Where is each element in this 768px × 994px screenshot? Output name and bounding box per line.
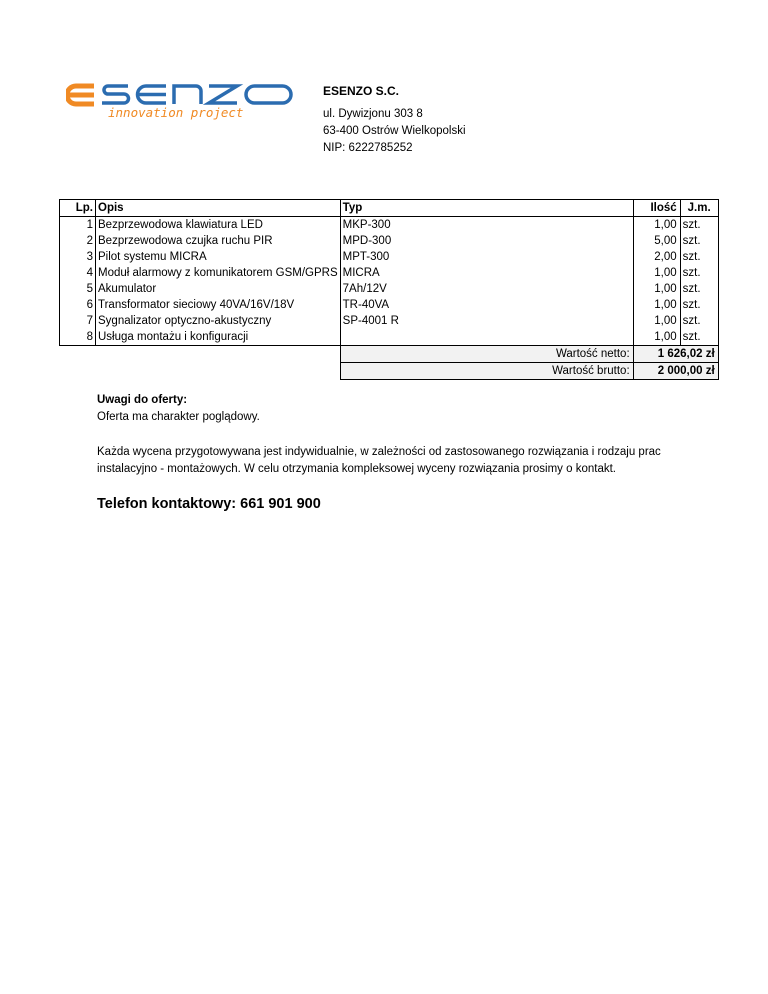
header-qty: Ilość bbox=[633, 200, 680, 217]
table-row bbox=[60, 217, 719, 234]
row-opis: Moduł alarmowy z komunikatorem GSM/GPRS bbox=[96, 265, 341, 281]
row-typ: 7Ah/12V bbox=[340, 281, 633, 297]
row-opis: Usługa montażu i konfiguracji bbox=[96, 329, 341, 346]
row-typ: MPD-300 bbox=[340, 233, 633, 249]
net-total-value: 1 626,02 zł bbox=[633, 346, 718, 363]
company-city: 63-400 Ostrów Wielkopolski bbox=[323, 125, 466, 137]
notes-body: Każda wycena przygotowywana jest indywidualnie, w zależności od zastosowanego rozwiązania i rodzaju prac instalacyjno - montażowych. W celu otrzymania kompleksowej wyceny rozwiązania prosimy o kontakt. bbox=[97, 446, 661, 475]
row-opis: Bezprzewodowa czujka ruchu PIR bbox=[96, 233, 341, 249]
notes-title: Uwagi do oferty: bbox=[97, 394, 188, 406]
row-qty: 1,00 bbox=[633, 313, 680, 329]
row-unit: szt. bbox=[680, 233, 718, 249]
row-unit: szt. bbox=[680, 249, 718, 265]
gross-total-label: Wartość brutto: bbox=[340, 363, 633, 380]
row-lp: 6 bbox=[60, 297, 96, 313]
table-row bbox=[60, 265, 719, 281]
row-lp: 7 bbox=[60, 313, 96, 329]
row-unit: szt. bbox=[680, 313, 718, 329]
row-opis: Pilot systemu MICRA bbox=[96, 249, 341, 265]
row-typ bbox=[340, 329, 633, 346]
header-unit: J.m. bbox=[680, 200, 718, 217]
row-unit: szt. bbox=[680, 217, 718, 234]
table-row bbox=[60, 313, 719, 329]
row-unit: szt. bbox=[680, 265, 718, 281]
net-total-label: Wartość netto: bbox=[340, 346, 633, 363]
row-opis: Akumulator bbox=[96, 281, 341, 297]
row-typ: MKP-300 bbox=[340, 217, 633, 234]
row-lp: 3 bbox=[60, 249, 96, 265]
row-typ: TR-40VA bbox=[340, 297, 633, 313]
net-total-row bbox=[60, 346, 719, 363]
row-typ: SP-4001 R bbox=[340, 313, 633, 329]
row-qty: 1,00 bbox=[633, 329, 680, 346]
table-row bbox=[60, 233, 719, 249]
header-lp: Lp. bbox=[60, 200, 96, 217]
notes-line: Oferta ma charakter poglądowy. bbox=[97, 411, 260, 423]
row-qty: 1,00 bbox=[633, 217, 680, 234]
row-qty: 1,00 bbox=[633, 297, 680, 313]
table-header-row bbox=[60, 200, 719, 217]
gross-total-row bbox=[60, 363, 719, 380]
table-row bbox=[60, 329, 719, 346]
row-opis: Transformator sieciowy 40VA/16V/18V bbox=[96, 297, 341, 313]
row-qty: 5,00 bbox=[633, 233, 680, 249]
header-opis: Opis bbox=[96, 200, 341, 217]
row-opis: Sygnalizator optyczno-akustyczny bbox=[96, 313, 341, 329]
offer-table bbox=[59, 199, 719, 380]
row-lp: 5 bbox=[60, 281, 96, 297]
row-qty: 2,00 bbox=[633, 249, 680, 265]
row-opis: Bezprzewodowa klawiatura LED bbox=[96, 217, 341, 234]
esenzo-logo bbox=[66, 80, 298, 120]
row-lp: 4 bbox=[60, 265, 96, 281]
row-lp: 8 bbox=[60, 329, 96, 346]
table-row bbox=[60, 249, 719, 265]
contact-phone: Telefon kontaktowy: 661 901 900 bbox=[97, 496, 321, 512]
company-info bbox=[323, 83, 466, 157]
gross-total-value: 2 000,00 zł bbox=[633, 363, 718, 380]
row-qty: 1,00 bbox=[633, 281, 680, 297]
row-qty: 1,00 bbox=[633, 265, 680, 281]
table-row bbox=[60, 281, 719, 297]
header-typ: Typ bbox=[340, 200, 633, 217]
row-unit: szt. bbox=[680, 281, 718, 297]
company-street: ul. Dywizjonu 303 8 bbox=[323, 108, 423, 120]
row-unit: szt. bbox=[680, 329, 718, 346]
table-row bbox=[60, 297, 719, 313]
row-typ: MICRA bbox=[340, 265, 633, 281]
company-nip: NIP: 6222785252 bbox=[323, 142, 413, 154]
row-lp: 1 bbox=[60, 217, 96, 234]
row-unit: szt. bbox=[680, 297, 718, 313]
row-typ: MPT-300 bbox=[340, 249, 633, 265]
company-name: ESENZO S.C. bbox=[323, 84, 400, 98]
offer-notes bbox=[97, 392, 717, 513]
row-lp: 2 bbox=[60, 233, 96, 249]
logo-tagline: innovation project bbox=[108, 105, 244, 120]
